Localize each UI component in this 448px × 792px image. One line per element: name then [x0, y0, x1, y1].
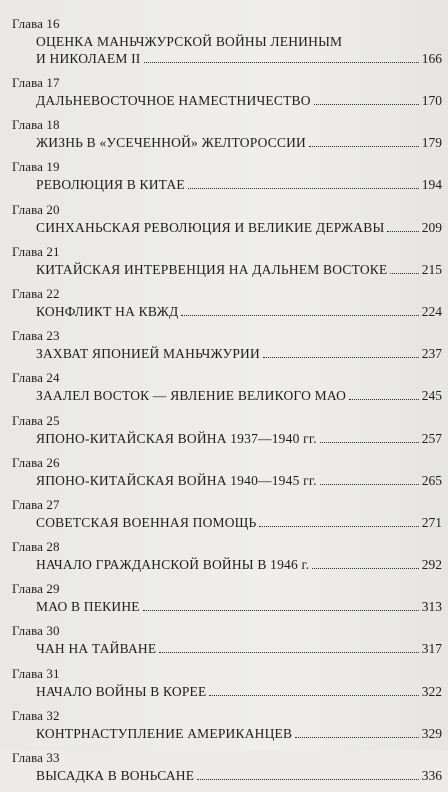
chapter-number: Глава 24 — [12, 370, 60, 386]
toc-title-row — [36, 725, 442, 742]
toc-entry — [12, 370, 442, 412]
chapter-number: Глава 25 — [12, 412, 60, 428]
chapter-number: Глава 19 — [12, 159, 60, 175]
page-number: 170 — [421, 93, 442, 108]
page-number: 166 — [421, 51, 442, 66]
page-number: 224 — [421, 303, 442, 319]
chapter-title: КОНТРНАСТУПЛЕНИЕ АМЕРИКАНЦЕВ — [36, 725, 293, 741]
dot-leader — [159, 652, 418, 653]
chapter-number: Глава 23 — [12, 328, 60, 344]
dot-leader — [144, 62, 419, 63]
dot-leader — [209, 695, 418, 696]
chapter-number: Глава 28 — [12, 539, 60, 555]
page-number: 271 — [421, 514, 442, 530]
dot-leader — [390, 273, 418, 274]
page-number: 215 — [421, 261, 442, 277]
page-number: 336 — [421, 768, 442, 783]
dot-leader — [314, 104, 419, 105]
dot-leader — [312, 568, 418, 569]
toc-title-row — [36, 303, 442, 320]
page-number: 257 — [421, 430, 442, 446]
chapter-title: РЕВОЛЮЦИЯ В КИТАЕ — [36, 177, 185, 193]
chapter-title: МАО В ПЕКИНЕ — [36, 599, 140, 615]
chapter-title-line1: ОЦЕНКА МАНЬЧЖУРСКОЙ ВОЙНЫ ЛЕНИНЫМ — [36, 34, 343, 49]
dot-leader — [295, 737, 419, 738]
chapter-title: ЯПОНО-КИТАЙСКАЯ ВОЙНА 1940—1945 гг. — [36, 472, 317, 488]
dot-leader — [349, 399, 419, 400]
page-number: 329 — [421, 725, 442, 741]
toc-entry — [12, 202, 442, 244]
chapter-title: ЗААЛЕЛ ВОСТОК — ЯВЛЕНИЕ ВЕЛИКОГО МАО — [36, 388, 347, 404]
dot-leader — [320, 442, 419, 443]
toc-entry — [12, 413, 442, 455]
chapter-number: Глава 32 — [12, 707, 60, 723]
toc-title-row — [36, 430, 442, 447]
chapter-title: ДАЛЬНЕВОСТОЧНОЕ НАМЕСТНИЧЕСТВО — [36, 93, 311, 108]
page-number: 322 — [421, 683, 442, 699]
toc-title-row — [36, 556, 442, 573]
toc-title-row — [36, 472, 442, 489]
chapter-number: Глава 18 — [12, 117, 60, 133]
chapter-title: НАЧАЛО ГРАЖДАНСКОЙ ВОЙНЫ В 1946 г. — [36, 557, 310, 573]
page-number: 194 — [421, 177, 442, 193]
dot-leader — [181, 315, 418, 316]
page-number: 265 — [421, 472, 442, 488]
chapter-number: Глава 29 — [12, 581, 60, 597]
chapter-title: ЗАХВАТ ЯПОНИЕЙ МАНЬЧЖУРИИ — [36, 346, 260, 362]
page-number: 317 — [421, 641, 442, 657]
toc-title-row — [36, 176, 442, 193]
chapter-title: ЯПОНО-КИТАЙСКАЯ ВОЙНА 1937—1940 гг. — [36, 430, 317, 446]
dot-leader — [309, 146, 419, 147]
chapter-number: Глава 16 — [12, 16, 60, 31]
dot-leader — [259, 526, 418, 527]
toc-entry — [12, 750, 442, 792]
toc-title-row — [36, 683, 442, 700]
toc-entry — [12, 539, 442, 581]
dot-leader — [263, 357, 419, 358]
page-number: 313 — [421, 599, 442, 615]
toc-entry — [12, 16, 442, 75]
toc-entry — [12, 708, 442, 750]
dot-leader — [320, 484, 419, 485]
toc-title-row — [36, 219, 442, 236]
toc-entry — [12, 159, 442, 201]
toc-entry — [12, 117, 442, 159]
chapter-number: Глава 26 — [12, 454, 60, 470]
chapter-title: ЧАН НА ТАЙВАНЕ — [36, 641, 157, 657]
toc-title-row — [36, 640, 442, 657]
toc-title-row — [36, 387, 442, 404]
chapter-title: СОВЕТСКАЯ ВОЕННАЯ ПОМОЩЬ — [36, 514, 257, 530]
chapter-title: КИТАЙСКАЯ ИНТЕРВЕНЦИЯ НА ДАЛЬНЕМ ВОСТОКЕ — [36, 261, 388, 277]
toc-entry — [12, 244, 442, 286]
chapter-title: КОНФЛИКТ НА КВЖД — [36, 303, 179, 319]
chapter-number: Глава 21 — [12, 243, 60, 259]
toc-title-row — [36, 33, 442, 67]
chapter-number: Глава 20 — [12, 201, 60, 217]
page-number: 209 — [421, 219, 442, 235]
chapter-title: ЖИЗНЬ В «УСЕЧЕННОЙ» ЖЕЛТОРОССИИ — [36, 135, 306, 151]
chapter-title: И НИКОЛАЕМ II — [36, 51, 141, 66]
chapter-number: Глава 31 — [12, 665, 60, 681]
page-number: 237 — [421, 346, 442, 362]
dot-leader — [197, 779, 419, 780]
toc-entry — [12, 666, 442, 708]
chapter-title: СИНХАНЬСКАЯ РЕВОЛЮЦИЯ И ВЕЛИКИЕ ДЕРЖАВЫ — [36, 219, 385, 235]
toc-title-row — [36, 598, 442, 615]
chapter-number: Глава 27 — [12, 496, 60, 512]
toc-entry — [12, 328, 442, 370]
toc-entry — [12, 455, 442, 497]
page-number: 245 — [421, 388, 442, 404]
chapter-number: Глава 17 — [12, 75, 60, 90]
toc-entry — [12, 581, 442, 623]
dot-leader — [387, 231, 418, 232]
toc-entry — [12, 75, 442, 117]
table-of-contents — [12, 16, 442, 792]
chapter-title: ВЫСАДКА В ВОНЬСАНЕ — [36, 768, 195, 783]
page-number: 292 — [421, 557, 442, 573]
toc-title-row — [36, 134, 442, 151]
chapter-number: Глава 30 — [12, 623, 60, 639]
toc-title-row — [36, 767, 442, 784]
toc-title-row — [36, 261, 442, 278]
chapter-number: Глава 33 — [12, 750, 60, 765]
dot-leader — [188, 188, 419, 189]
toc-entry — [12, 623, 442, 665]
dot-leader — [143, 610, 419, 611]
toc-entry — [12, 286, 442, 328]
chapter-number: Глава 22 — [12, 285, 60, 301]
page-number: 179 — [421, 135, 442, 151]
toc-title-row — [36, 345, 442, 362]
chapter-title: НАЧАЛО ВОЙНЫ В КОРЕЕ — [36, 683, 207, 699]
toc-entry — [12, 497, 442, 539]
toc-title-row — [36, 92, 442, 109]
toc-title-row — [36, 514, 442, 531]
